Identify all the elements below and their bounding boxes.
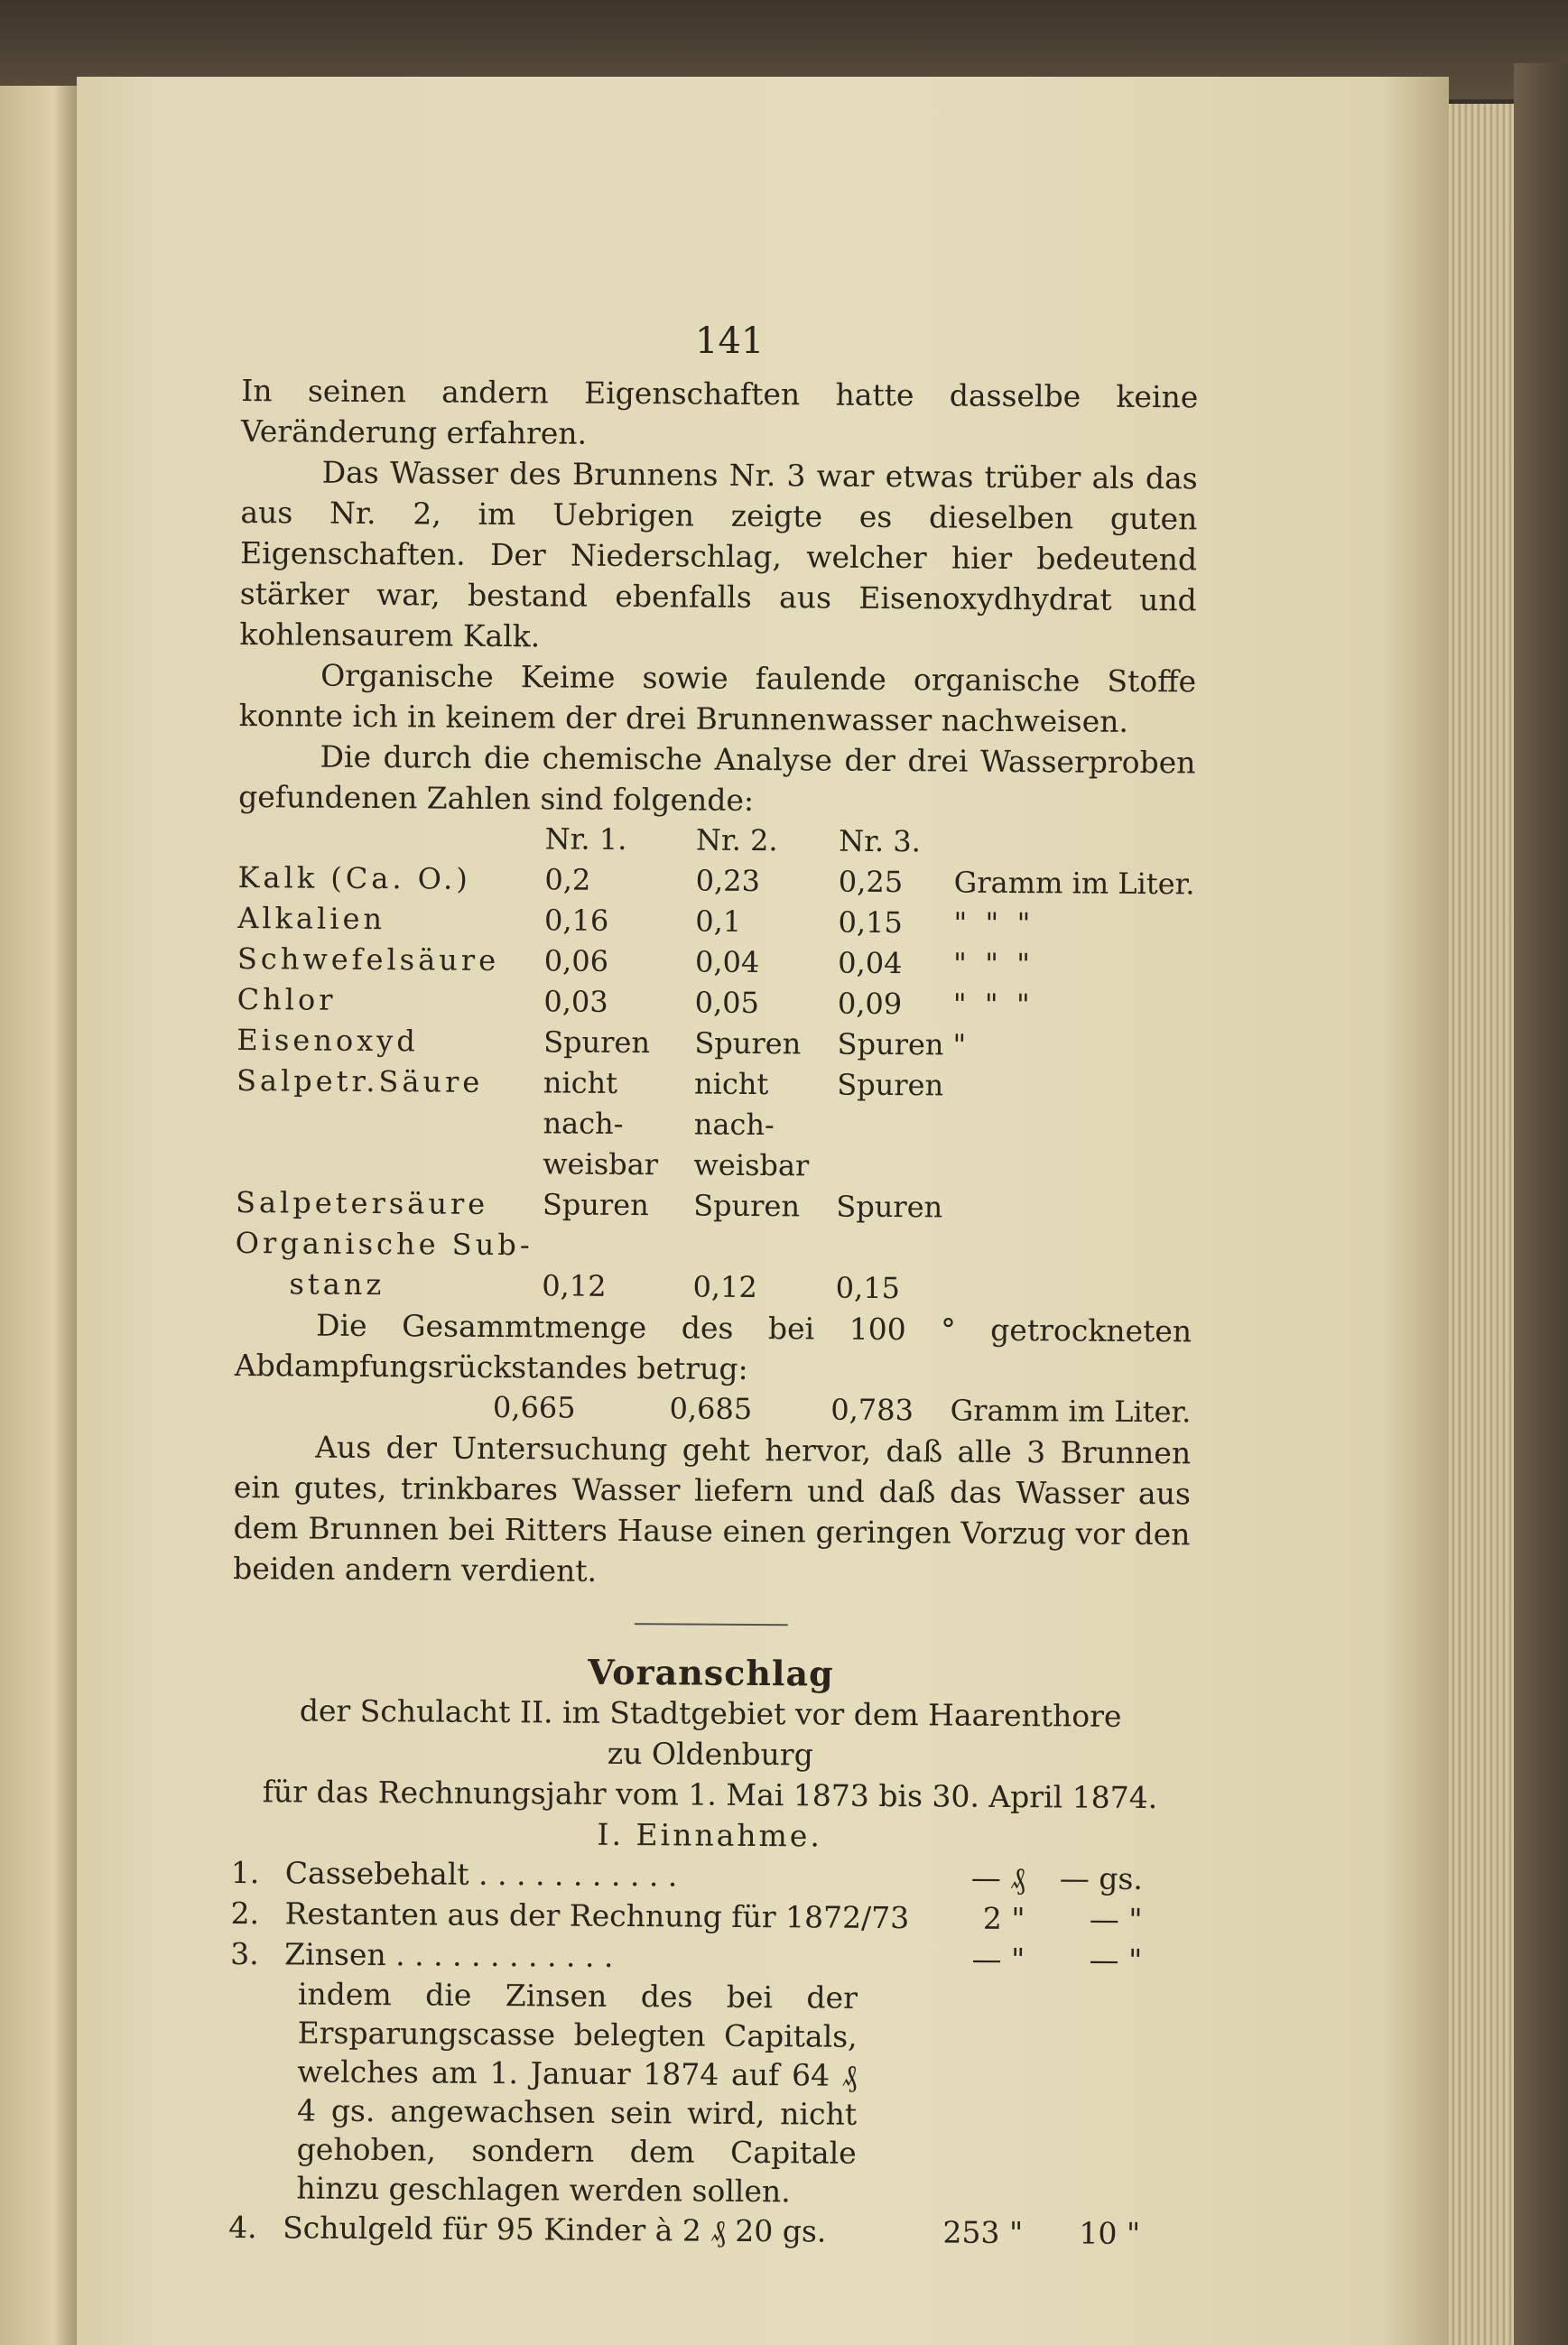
table-row bbox=[234, 1386, 1191, 1432]
row-value-1: 0,16 bbox=[543, 903, 609, 938]
row-value-3: Spuren bbox=[836, 1189, 943, 1225]
header-nr3: Nr. 3. bbox=[839, 823, 921, 859]
budget-title: Voranschlag bbox=[588, 1651, 834, 1694]
list-item bbox=[230, 1893, 1187, 1940]
row-value-2: 0,05 bbox=[694, 985, 760, 1021]
row-value-1: 0,03 bbox=[543, 984, 608, 1019]
item-text: Zinsen . . . . . . . . . . . . bbox=[284, 1936, 614, 1974]
row-value-1: 0,2 bbox=[544, 862, 591, 897]
row-unit bbox=[951, 1188, 1192, 1230]
item-amount-thaler: — " bbox=[971, 1941, 1025, 1978]
table-row bbox=[235, 1264, 1192, 1311]
row-unit bbox=[951, 1228, 1192, 1271]
page-number: 141 bbox=[695, 320, 765, 362]
row-value-1: 0,06 bbox=[543, 943, 609, 978]
list-item bbox=[228, 2207, 1185, 2254]
budget-subtitle-3: für das Rechnungsjahr vom 1. Mai 1873 bis 30. April 1874. bbox=[262, 1774, 1158, 1816]
row-label: Schwefelsäure bbox=[237, 941, 500, 978]
row-value-2: 0,1 bbox=[695, 904, 742, 939]
row-label: Kalk (Ca. O.) bbox=[237, 859, 471, 896]
row-value-2: Spuren bbox=[693, 1188, 801, 1224]
book-edge-right bbox=[1514, 63, 1568, 2345]
row-unit bbox=[951, 1147, 1192, 1190]
interest-note: indem die Zinsen des bei der Ersparungscasse belegten Capitals, welches am 1. Januar 1874 auf 64 ₰ 4 gs. angewachsen sein wird, nicht gehoben, sondern dem Capitale hinzu geschlagen werden sollen. bbox=[296, 1976, 858, 2210]
table-row bbox=[237, 1061, 1194, 1148]
residue-value-3: 0,783 bbox=[830, 1392, 914, 1428]
row-label: Organische Sub- bbox=[235, 1225, 533, 1263]
analysis-table bbox=[235, 817, 1195, 1311]
row-value-1 bbox=[542, 1225, 693, 1266]
paragraph-3: Organische Keime sowie faulende organische Stoffe konnte ich in keinem der drei Brunnenwasser nachweisen. bbox=[238, 657, 1197, 739]
row-value-3: 0,09 bbox=[837, 986, 903, 1022]
item-number: 1. bbox=[230, 1854, 260, 1891]
budget-list bbox=[228, 1852, 1188, 2254]
row-unit: " " " bbox=[953, 905, 1031, 941]
row-value-3: 0,15 bbox=[835, 1270, 901, 1306]
item-number: 4. bbox=[228, 2209, 257, 2246]
list-item bbox=[231, 1852, 1188, 1899]
row-value-2 bbox=[693, 1227, 837, 1268]
table-row bbox=[237, 939, 1194, 986]
table-row bbox=[237, 1020, 1193, 1067]
section-divider bbox=[635, 1623, 788, 1626]
row-value-2: 0,23 bbox=[695, 863, 761, 899]
row-label: Eisenoxyd bbox=[237, 1022, 419, 1059]
section-title: I. Einnahme. bbox=[597, 1816, 823, 1854]
table-row bbox=[236, 1182, 1192, 1229]
page-stack bbox=[1449, 104, 1514, 2345]
row-label: Salpetersäure bbox=[235, 1184, 489, 1221]
item-amount-groschen: — " bbox=[1089, 1942, 1143, 1979]
paragraph-2: Das Wasser des Brunnens Nr. 3 war etwas trüber als das aus Nr. 2, im Uebrigen zeigte es dieselben guten Eigenschaften. Der Niederschlag, welcher hier bedeutend stärker war, bestand ebenfalls aus Eisenoxydhydrat und kohlensaurem Kalk. bbox=[239, 454, 1198, 654]
table-row bbox=[236, 1142, 1192, 1189]
row-label: Salpetr.Säure bbox=[236, 1062, 484, 1099]
item-text: Schulgeld für 95 Kinder à 2 ₰ 20 gs. bbox=[283, 2210, 827, 2249]
budget-subtitle-2: zu Oldenburg bbox=[607, 1735, 813, 1773]
paragraph-1: In seinen andern Eigenschaften hatte dasselbe keine Veränderung erfahren. bbox=[240, 372, 1199, 451]
table-row bbox=[237, 979, 1193, 1026]
row-unit: " " " bbox=[952, 987, 1030, 1023]
item-amount-thaler: — ₰ bbox=[970, 1859, 1026, 1896]
paragraph-4: Die durch die chemische Analyse der drei Wasserproben gefundenen Zahlen sind folgende: bbox=[238, 738, 1196, 818]
row-value-1: Spuren bbox=[543, 1024, 651, 1061]
item-text: Restanten aus der Rechnung für 1872/73 bbox=[284, 1895, 910, 1936]
item-text: Cassebehalt . . . . . . . . . . . bbox=[284, 1855, 678, 1894]
residue-value-2: 0,685 bbox=[669, 1391, 753, 1426]
table-row bbox=[237, 857, 1194, 904]
row-value-2: weisbar bbox=[693, 1147, 810, 1183]
analysis-header-row bbox=[238, 817, 1195, 864]
item-amount-thaler: 2 " bbox=[982, 1900, 1025, 1937]
page-content bbox=[228, 307, 1199, 2254]
row-unit bbox=[952, 1066, 1193, 1149]
row-label: Chlor bbox=[237, 981, 337, 1017]
item-amount-thaler: 253 " bbox=[942, 2214, 1024, 2251]
conclusion-paragraph: Aus der Untersuchung geht hervor, daß alle 3 Brunnen ein gutes, trinkbares Wasser liefern und daß das Wasser aus dem Brunnen bei Ritters Hause einen geringen Vorzug vor den beiden andern verdient. bbox=[233, 1429, 1192, 1589]
table-row bbox=[236, 1223, 1192, 1270]
item-amount-groschen: — " bbox=[1089, 1901, 1143, 1938]
row-unit bbox=[951, 1269, 1192, 1312]
row-value-3 bbox=[836, 1228, 951, 1269]
residue-unit: Gramm im Liter. bbox=[950, 1393, 1192, 1430]
row-value-1: weisbar bbox=[543, 1146, 659, 1182]
residue-value-1: 0,665 bbox=[492, 1389, 576, 1425]
row-unit: Gramm im Liter. bbox=[953, 865, 1195, 902]
row-label: Alkalien bbox=[237, 900, 386, 937]
left-page-edge bbox=[0, 86, 77, 2345]
row-value-2: Spuren bbox=[694, 1025, 802, 1061]
row-value-3: Spuren bbox=[837, 1026, 944, 1062]
budget-subtitle-1: der Schulacht II. im Stadtgebiet vor dem Haarenthore bbox=[299, 1692, 1122, 1734]
row-value-3: 0,04 bbox=[838, 945, 903, 981]
residue-paragraph: Die Gesammtmenge des bei 100 ° getrockneten Abdampfungsrückstandes betrug: bbox=[234, 1307, 1192, 1386]
item-amount-groschen: — gs. bbox=[1059, 1860, 1144, 1897]
row-unit: " bbox=[952, 1027, 967, 1062]
table-row bbox=[237, 898, 1194, 945]
row-value-1: 0,12 bbox=[542, 1268, 607, 1303]
row-label: stanz bbox=[289, 1266, 385, 1302]
item-number: 2. bbox=[230, 1895, 260, 1932]
row-value-2: 0,04 bbox=[694, 944, 760, 980]
row-value-3: 0,15 bbox=[838, 904, 903, 941]
row-label bbox=[236, 1142, 543, 1184]
row-value-2: nicht nach- bbox=[693, 1066, 775, 1143]
row-unit: " " " bbox=[952, 946, 1031, 982]
list-item bbox=[230, 1933, 1187, 1980]
row-value-3: 0,25 bbox=[838, 864, 904, 900]
row-value-3: Spuren bbox=[837, 1067, 944, 1103]
header-nr1: Nr. 1. bbox=[544, 821, 627, 857]
row-value-3 bbox=[837, 1146, 952, 1188]
row-value-1: Spuren bbox=[542, 1187, 649, 1223]
row-value-1: nicht nach- bbox=[543, 1065, 624, 1141]
item-number: 3. bbox=[230, 1935, 259, 1972]
residue-values bbox=[234, 1386, 1191, 1432]
row-value-2: 0,12 bbox=[692, 1269, 757, 1305]
item-amount-groschen: 10 " bbox=[1079, 2215, 1141, 2251]
header-nr2: Nr. 2. bbox=[695, 822, 778, 858]
